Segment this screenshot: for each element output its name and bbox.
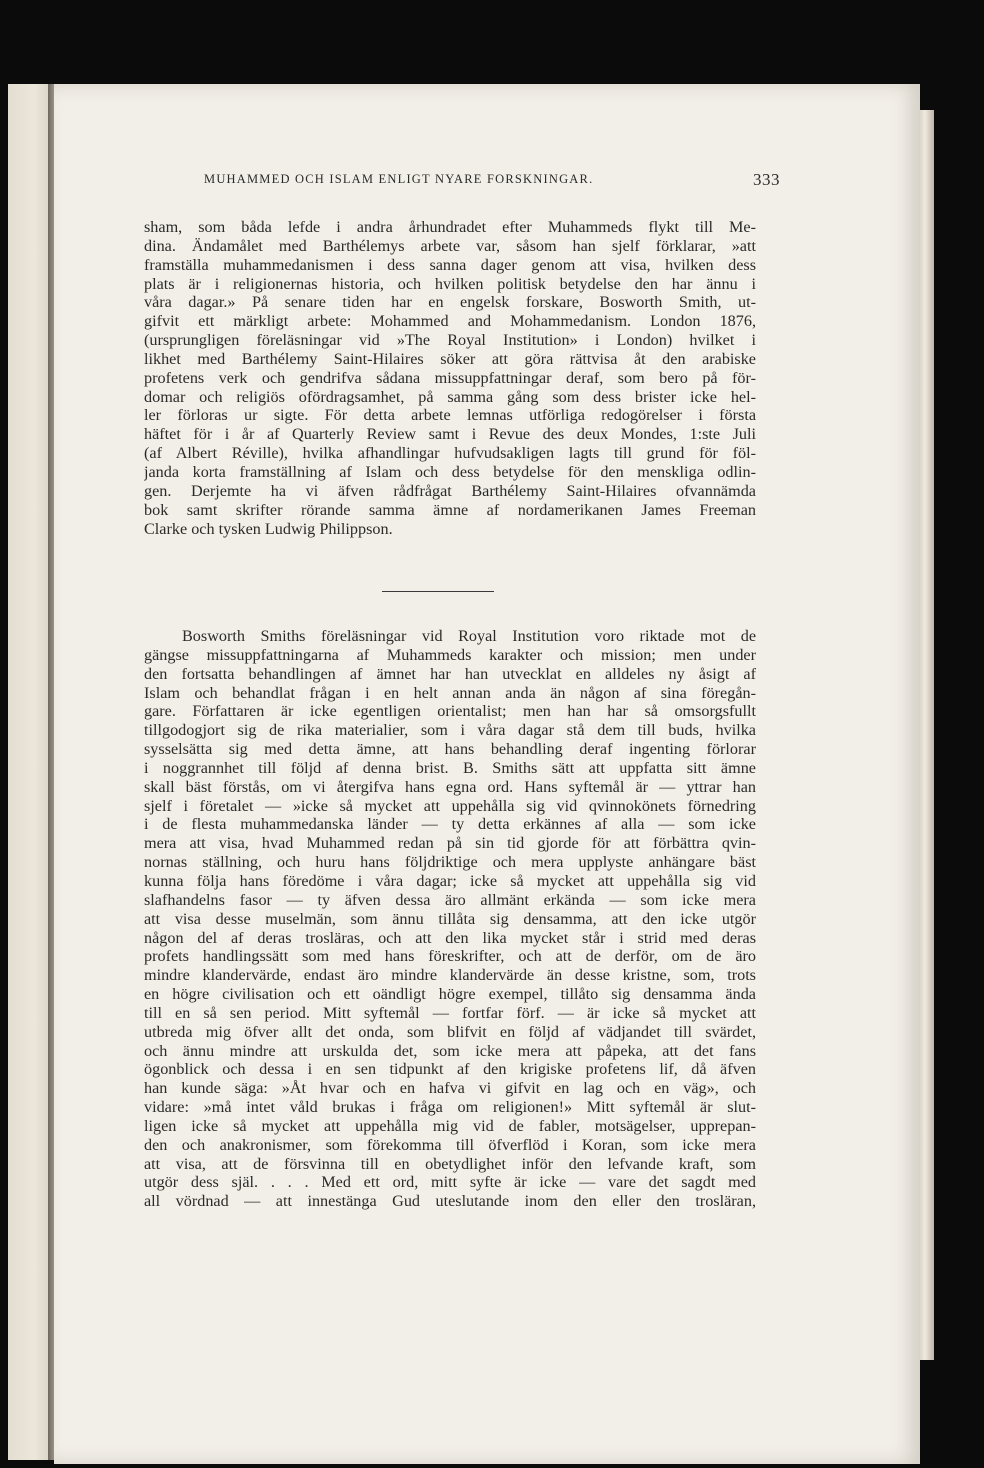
text-line: våra dagar.» På senare tiden har en engelsk forskare, Bosworth Smith, ut- bbox=[144, 293, 756, 312]
text-line: en högre civilisation och ett oändligt högre exempel, tillåto sig densamma ända bbox=[144, 985, 756, 1004]
text-line: gifvit ett märkligt arbete: Mohammed and Mohammedanism. London 1876, bbox=[144, 312, 756, 331]
paragraph-1 bbox=[144, 218, 756, 538]
text-line: till en så sen period. Mitt syftemål — fortfar förf. — är icke så mycket att bbox=[144, 1003, 756, 1022]
text-line: tillgodogjort sig de rika materialier, som i våra dagar stå dem till buds, hvilka bbox=[144, 721, 756, 740]
left-page-edge bbox=[8, 84, 52, 1460]
text-line: gängse missuppfattningarna af Muhammeds karakter och mission; men under bbox=[144, 645, 756, 664]
running-title: MUHAMMED OCH ISLAM ENLIGT NYARE FORSKNINGAR. bbox=[204, 172, 594, 186]
text-line: all vördnad — att innestänga Gud uteslutande inom den eller den trosläran, bbox=[144, 1192, 756, 1211]
text-line: ligen icke så mycket att uppehålla mig vid de fabler, motsägelser, upprepan- bbox=[144, 1116, 756, 1135]
text-line: kunna följa hans föredöme i våra dagar; icke så mycket att uppehålla sig vid bbox=[144, 871, 756, 890]
text-line: slafhandelns fasor — ty äfven dessa äro allmänt erkända — som icke mera bbox=[144, 890, 756, 909]
page-number: 333 bbox=[753, 170, 780, 189]
text-line: gen. Derjemte ha vi äfven rådfrågat Barthélemy Saint-Hilaires ofvannämda bbox=[144, 481, 756, 500]
text-line: profetens verk och gendrifva sådana missuppfattningar deraf, som bero på för- bbox=[144, 368, 756, 387]
text-line: häftet för i år af Quarterly Review samt i Revue des deux Mondes, 1:ste Juli bbox=[144, 425, 756, 444]
text-line: dina. Ändamålet med Barthélemys arbete var, såsom han sjelf förklarar, »att bbox=[144, 236, 756, 255]
text-line: Islam och behandlat frågan i en helt annan anda än någon af sina föregån- bbox=[144, 683, 756, 702]
text-line: mindre klandervärde, endast äro mindre klandervärde än desse kristne, som, trots bbox=[144, 966, 756, 985]
paragraph-2 bbox=[144, 627, 756, 1211]
text-line: nornas ställning, och huru hans följdriktige och mera upplyste anhängare bäst bbox=[144, 853, 756, 872]
text-line: i de flesta muhammedanska länder — ty detta erkännes af alla — som icke bbox=[144, 815, 756, 834]
text-line: profets handlingssätt som med hans föreskrifter, och att de derför, om de äro bbox=[144, 947, 756, 966]
text-line: framställa muhammedanismen i dess sanna dager genom att visa, hvilken dess bbox=[144, 255, 756, 274]
text-line: och ännu mindre att urskulda det, som icke mera att påpeka, att det fans bbox=[144, 1041, 756, 1060]
text-line: ögonblick och dessa i en sen tidpunkt af den krigiske profetens lif, då äfven bbox=[144, 1060, 756, 1079]
text-line: sjelf i företalet — »icke så mycket att uppehålla sig vid qvinnokönets förnedring bbox=[144, 796, 756, 815]
text-line: den och anakronismer, som förekomma till öfverflöd i Koran, som icke mera bbox=[144, 1135, 756, 1154]
section-separator-rule bbox=[382, 591, 494, 592]
text-line: sham, som båda lefde i andra århundradet efter Muhammeds flykt till Me- bbox=[144, 218, 756, 236]
text-line: sysselsätta sig med detta ämne, att hans behandling deraf ingenting förlorar bbox=[144, 740, 756, 759]
text-line: plats är i religionernas historia, och hvilken politisk betydelse den har ännu i bbox=[144, 274, 756, 293]
text-line: (ursprungligen föreläsningar vid »The Royal Institution» i London) hvilket i bbox=[144, 331, 756, 350]
text-line: att visa, att de försvinna till en obetydlighet inför den lefvande kraft, som bbox=[144, 1154, 756, 1173]
text-line: den fortsatta behandlingen af ämnet har han utvecklat en alldeles ny åsigt af bbox=[144, 664, 756, 683]
text-line: bok samt skrifter rörande samma ämne af nordamerikanen James Freeman bbox=[144, 500, 756, 519]
text-line: skall bäst förstås, om vi återgifva hans egna ord. Hans syftemål är — yttrar han bbox=[144, 777, 756, 796]
text-line: vidare: »må intet våld brukas i fråga om religionen!» Mitt syftemål är slut- bbox=[144, 1098, 756, 1117]
text-line: utbreda mig öfver allt det onda, som blifvit en följd af vädjandet till svärdet, bbox=[144, 1022, 756, 1041]
text-line: janda korta framställning af Islam och dess betydelse för den menskliga odlin- bbox=[144, 462, 756, 481]
running-header bbox=[92, 172, 780, 196]
text-line: likhet med Barthélemy Saint-Hilaires söker att göra rättvisa åt den arabiske bbox=[144, 349, 756, 368]
text-line: (af Albert Réville), hvilka afhandlingar hufvudsakligen lagts till grund för föl- bbox=[144, 444, 756, 463]
text-line: domar och religiös ofördragsamhet, på samma gång som dess brister icke hel- bbox=[144, 387, 756, 406]
text-line: att visa desse muselmän, som ännu tillåta sig densamma, att den icke utgör bbox=[144, 909, 756, 928]
text-line: Bosworth Smiths föreläsningar vid Royal Institution voro riktade mot de bbox=[182, 627, 756, 645]
text-line: mera att visa, hvad Muhammed redan på sin tid gjorde för att förbättra qvin- bbox=[144, 834, 756, 853]
text-line: ler förloras ur sigte. För detta arbete lemnas utförliga redogörelser i första bbox=[144, 406, 756, 425]
text-line: någon del af deras trosläras, och att den lika mycket står i strid med deras bbox=[144, 928, 756, 947]
text-line: i noggrannhet till följd af denna brist. B. Smiths sätt att uppfatta sitt ämne bbox=[144, 758, 756, 777]
text-line: utgör dess själ. . . . Med ett ord, mitt syfte är icke — vare det sagdt med bbox=[144, 1173, 756, 1192]
text-line: gare. Författaren är icke egentligen orientalist; men han har så omsorgsfullt bbox=[144, 702, 756, 721]
text-line: Clarke och tysken Ludwig Philippson. bbox=[144, 519, 393, 538]
text-line: han kunde säga: »Åt hvar och en hafva vi gifvit en lag och en väg», och bbox=[144, 1079, 756, 1098]
